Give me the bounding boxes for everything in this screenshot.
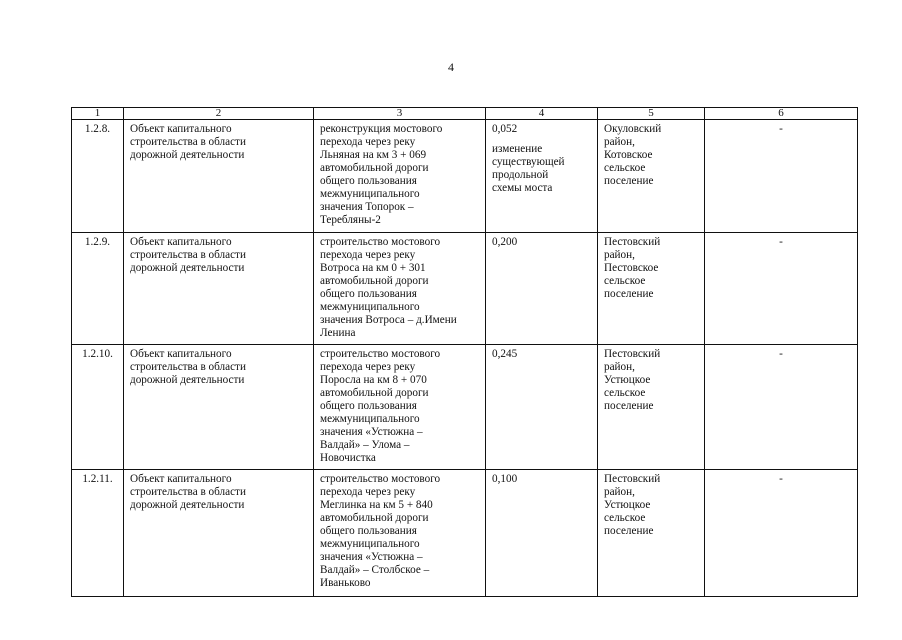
object-description: реконструкция мостового перехода через реку Льняная на км 3 + 069 автомобильной дороги общего пользования межмуниципального значения Топорок – Теребляны-2 <box>314 120 486 233</box>
column-6-value: - <box>705 233 858 345</box>
location: Пестовский район, Устюцкое сельское поселение <box>598 470 705 597</box>
page-number: 4 <box>448 60 454 74</box>
value: 0,200 <box>492 236 518 248</box>
value-note: изменение существующей продольной схемы моста <box>492 143 565 194</box>
value: 0,245 <box>492 348 518 360</box>
object-description: строительство мостового перехода через реку Поросла на км 8 + 070 автомобильной дороги общего пользования межмуниципального значения «Устюжна – Валдай» – Улома – Новочистка <box>314 345 486 470</box>
column-header-3: 3 <box>314 108 486 120</box>
value: 0,052 <box>492 123 518 135</box>
value-cell <box>486 233 598 345</box>
column-header-6: 6 <box>705 108 858 120</box>
row-number: 1.2.10. <box>72 345 124 470</box>
object-table <box>71 107 858 597</box>
table-row <box>72 120 858 233</box>
column-header-2: 2 <box>124 108 314 120</box>
value-cell <box>486 345 598 470</box>
column-header-4: 4 <box>486 108 598 120</box>
value-cell <box>486 470 598 597</box>
row-number: 1.2.11. <box>72 470 124 597</box>
location: Пестовский район, Устюцкое сельское поселение <box>598 345 705 470</box>
table-row <box>72 233 858 345</box>
object-description: строительство мостового перехода через реку Меглинка на км 5 + 840 автомобильной дороги общего пользования межмуниципального значения «Устюжна – Валдай» – Столбское – Иваньково <box>314 470 486 597</box>
row-number: 1.2.8. <box>72 120 124 233</box>
object-type: Объект капитального строительства в области дорожной деятельности <box>124 120 314 233</box>
table-row <box>72 345 858 470</box>
column-6-value: - <box>705 470 858 597</box>
value: 0,100 <box>492 473 518 485</box>
column-header-1: 1 <box>72 108 124 120</box>
location: Пестовский район, Пестовское сельское поселение <box>598 233 705 345</box>
object-description: строительство мостового перехода через реку Вотроса на км 0 + 301 автомобильной дороги общего пользования межмуниципального значения Вотроса – д.Имени Ленина <box>314 233 486 345</box>
column-6-value: - <box>705 345 858 470</box>
object-type: Объект капитального строительства в области дорожной деятельности <box>124 345 314 470</box>
column-6-value: - <box>705 120 858 233</box>
object-type: Объект капитального строительства в области дорожной деятельности <box>124 470 314 597</box>
location: Окуловский район, Котовское сельское поселение <box>598 120 705 233</box>
header-row <box>72 108 858 120</box>
column-header-5: 5 <box>598 108 705 120</box>
table-row <box>72 470 858 597</box>
row-number: 1.2.9. <box>72 233 124 345</box>
object-type: Объект капитального строительства в области дорожной деятельности <box>124 233 314 345</box>
value-cell <box>486 120 598 233</box>
